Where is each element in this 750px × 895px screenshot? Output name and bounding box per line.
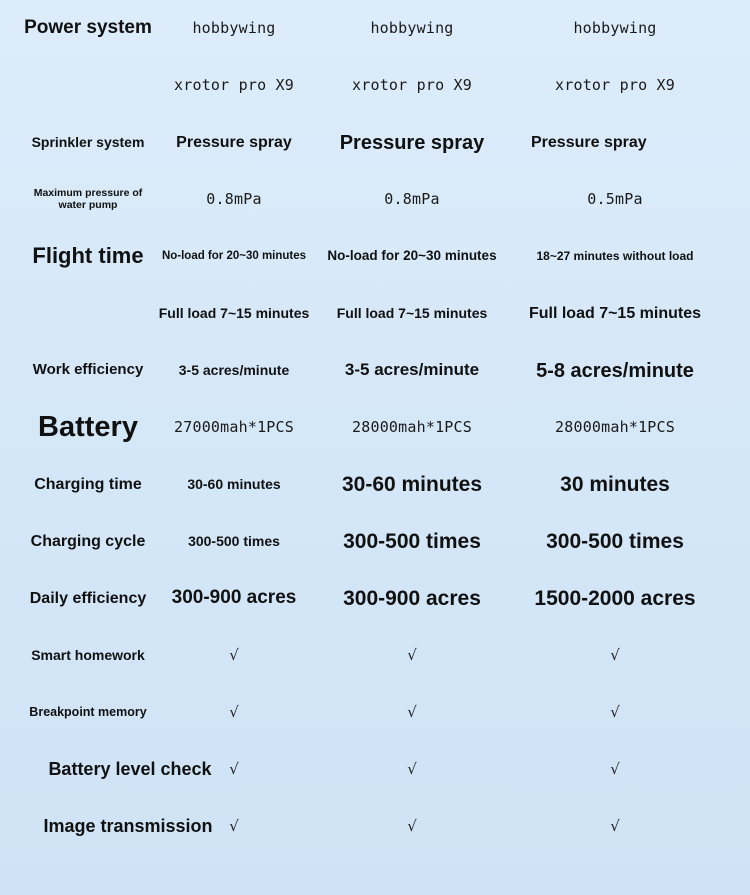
row-label: Sprinkler system xyxy=(31,133,145,150)
table-row xyxy=(0,0,750,57)
value-col-2: No-load for 20~30 minutes xyxy=(327,248,497,264)
check-mark-icon: √ xyxy=(407,646,417,665)
value-col-2: 3-5 acres/minute xyxy=(344,360,480,380)
row-label: Breakpoint memory xyxy=(29,704,147,719)
table-row xyxy=(0,741,750,798)
check-mark-icon: √ xyxy=(229,760,239,779)
value-col-1: Pressure spray xyxy=(176,133,292,151)
check-mark-icon: √ xyxy=(229,817,239,836)
value-col-1: 300-500 times xyxy=(188,532,280,549)
check-mark-icon: √ xyxy=(610,760,620,779)
row-label: Charging cycle xyxy=(30,532,146,550)
row-label: Work efficiency xyxy=(32,361,144,379)
row-label: Smart homework xyxy=(31,646,145,663)
table-row xyxy=(0,57,750,114)
value-col-2: hobbywing xyxy=(370,19,454,38)
table-row xyxy=(0,399,750,456)
row-label: Image transmission xyxy=(43,815,213,836)
table-row xyxy=(0,342,750,399)
value-col-2: 28000mah*1PCS xyxy=(352,418,472,437)
table-row xyxy=(0,513,750,570)
table-row xyxy=(0,285,750,342)
table-row xyxy=(0,114,750,171)
check-mark-icon: √ xyxy=(407,817,417,836)
value-col-1: 300-900 acres xyxy=(171,587,297,609)
value-col-2: 300-900 acres xyxy=(343,586,481,610)
value-col-2: xrotor pro X9 xyxy=(352,76,472,95)
value-col-2: Pressure spray xyxy=(339,131,485,154)
table-row xyxy=(0,228,750,285)
table-row xyxy=(0,798,750,855)
row-label: Daily efficiency xyxy=(29,589,147,607)
value-col-3: Pressure spray xyxy=(531,133,647,151)
row-label: Maximum pressure of water pump xyxy=(33,187,143,211)
row-label: Power system xyxy=(24,17,152,39)
table-row xyxy=(0,171,750,228)
value-col-2: 0.8mPa xyxy=(384,190,440,209)
value-col-2: Full load 7~15 minutes xyxy=(336,304,488,321)
value-col-2: 300-500 times xyxy=(343,529,481,553)
value-col-3: 300-500 times xyxy=(546,529,684,553)
value-col-1: 27000mah*1PCS xyxy=(174,418,294,437)
check-mark-icon: √ xyxy=(610,646,620,665)
value-col-1: 3-5 acres/minute xyxy=(178,361,290,378)
check-mark-icon: √ xyxy=(610,817,620,836)
check-mark-icon: √ xyxy=(229,703,239,722)
value-col-1: Full load 7~15 minutes xyxy=(158,304,310,321)
value-col-3: 28000mah*1PCS xyxy=(555,418,675,437)
table-row xyxy=(0,684,750,741)
check-mark-icon: √ xyxy=(407,703,417,722)
value-col-3: 18~27 minutes without load xyxy=(536,248,694,263)
row-label: Battery xyxy=(38,410,138,443)
value-col-2: 30-60 minutes xyxy=(341,472,483,496)
row-label xyxy=(8,57,168,114)
check-mark-icon: √ xyxy=(229,646,239,665)
row-label: Charging time xyxy=(34,475,142,493)
row-label: Flight time xyxy=(32,243,144,269)
value-col-3: 30 minutes xyxy=(560,472,670,496)
value-col-3: 1500-2000 acres xyxy=(534,586,696,610)
value-col-1: 30-60 minutes xyxy=(187,475,281,492)
table-row xyxy=(0,570,750,627)
value-col-1: 0.8mPa xyxy=(206,190,262,209)
value-col-3: xrotor pro X9 xyxy=(555,76,675,95)
value-col-1: xrotor pro X9 xyxy=(174,76,294,95)
check-mark-icon: √ xyxy=(407,760,417,779)
value-col-3: Full load 7~15 minutes xyxy=(528,304,702,322)
table-row xyxy=(0,627,750,684)
value-col-1: No-load for 20~30 minutes xyxy=(161,250,307,263)
value-col-3: hobbywing xyxy=(573,19,657,38)
value-col-3: 0.5mPa xyxy=(587,190,643,209)
table-row xyxy=(0,456,750,513)
value-col-3: 5-8 acres/minute xyxy=(536,359,694,382)
check-mark-icon: √ xyxy=(610,703,620,722)
value-col-1: hobbywing xyxy=(192,19,276,38)
row-label: Battery level check xyxy=(48,758,212,779)
row-label xyxy=(8,285,168,342)
